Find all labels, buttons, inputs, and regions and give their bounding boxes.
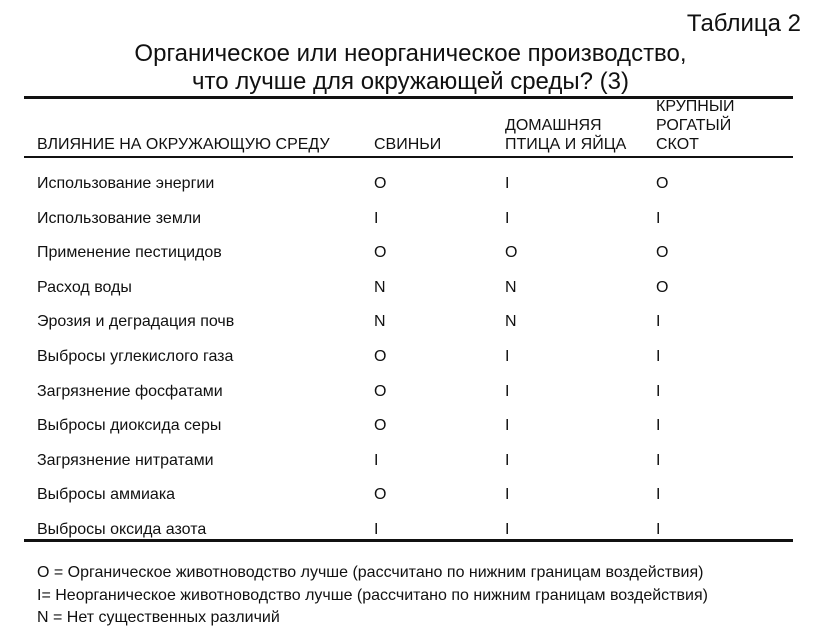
column-header-impact-line: ВЛИЯНИЕ НА ОКРУЖАЮЩУЮ СРЕДУ [37,136,330,153]
table-number-label: Таблица 2 [686,10,801,37]
cell-impact: Выбросы диоксида серы [37,417,222,435]
table-row [0,236,821,271]
table-title-line-1: Органическое или неорганическое производство, [134,40,687,67]
column-header-impact [37,135,330,154]
cell-cattle: O [656,278,669,296]
column-header-poultry-line-2: ПТИЦА И ЯЙЦА [505,136,627,153]
cell-pigs: N [374,278,386,296]
cell-cattle: I [656,382,661,400]
cell-impact: Использование земли [37,209,202,227]
legend-item-inorganic: I= Неорганическое животноводство лучше (рассчитано по нижним границам воздействия) [37,586,708,604]
cell-pigs: I [374,209,379,227]
column-header-cattle-line-2: РОГАТЫЙ [656,117,732,134]
table-row [0,167,821,202]
cell-impact: Расход воды [37,278,132,296]
cell-poultry: I [505,175,510,192]
column-header-cattle [656,97,735,154]
cell-pigs: O [374,175,387,192]
cell-impact: Загрязнение нитратами [37,451,214,469]
cell-poultry: I [505,347,510,365]
cell-pigs: I [374,520,379,538]
cell-cattle: I [656,313,661,331]
cell-poultry: N [505,313,517,331]
legend-item-no-difference: N = Нет существенных различий [37,609,280,626]
cell-cattle: I [656,209,661,227]
cell-cattle: O [656,175,669,192]
cell-pigs: O [374,347,387,365]
cell-poultry: N [505,278,517,296]
cell-pigs: O [374,417,387,435]
cell-poultry: O [505,244,518,262]
table-row [0,375,821,410]
table-row [0,513,821,548]
cell-cattle: I [656,486,661,504]
header-rule [24,156,793,158]
cell-pigs: O [374,486,387,504]
cell-impact: Загрязнение фосфатами [37,382,223,400]
cell-poultry: I [505,486,510,504]
cell-poultry: I [505,520,510,538]
bottom-rule [24,539,793,542]
cell-cattle: I [656,451,661,469]
cell-pigs: I [374,451,379,469]
cell-impact: Выбросы оксида азота [37,520,207,538]
table-row [0,340,821,375]
cell-pigs: O [374,382,387,400]
cell-pigs: N [374,313,386,331]
table-title-line-2: что лучше для окружающей среды? (3) [192,68,629,95]
cell-poultry: I [505,451,510,469]
cell-poultry: I [505,417,510,435]
table-row [0,202,821,237]
table-row [0,444,821,479]
cell-impact: Выбросы аммиака [37,486,176,504]
table-title [0,40,821,96]
column-header-cattle-line-1: КРУПНЫЙ [656,98,735,115]
table-row [0,271,821,306]
cell-poultry: I [505,209,510,227]
cell-cattle: O [656,244,669,262]
column-header-cattle-line-3: СКОТ [656,136,699,153]
table-row [0,478,821,513]
cell-poultry: I [505,382,510,400]
cell-impact: Выбросы углекислого газа [37,347,234,365]
column-header-pigs [374,135,441,154]
legend-item-organic: O = Органическое животноводство лучше (рассчитано по нижним границам воздействия) [37,564,704,581]
cell-pigs: O [374,244,387,262]
column-header-poultry-line-1: ДОМАШНЯЯ [505,117,602,134]
cell-impact: Использование энергии [37,175,215,192]
column-header-pigs-line: СВИНЬИ [374,136,442,153]
cell-cattle: I [656,520,661,538]
cell-impact: Эрозия и деградация почв [37,313,235,331]
cell-cattle: I [656,347,661,365]
legend [37,562,708,630]
table-row [0,305,821,340]
cell-impact: Применение пестицидов [37,244,222,262]
table-row [0,409,821,444]
column-header-poultry [505,116,626,154]
table-body [0,167,821,548]
cell-cattle: I [656,417,661,435]
